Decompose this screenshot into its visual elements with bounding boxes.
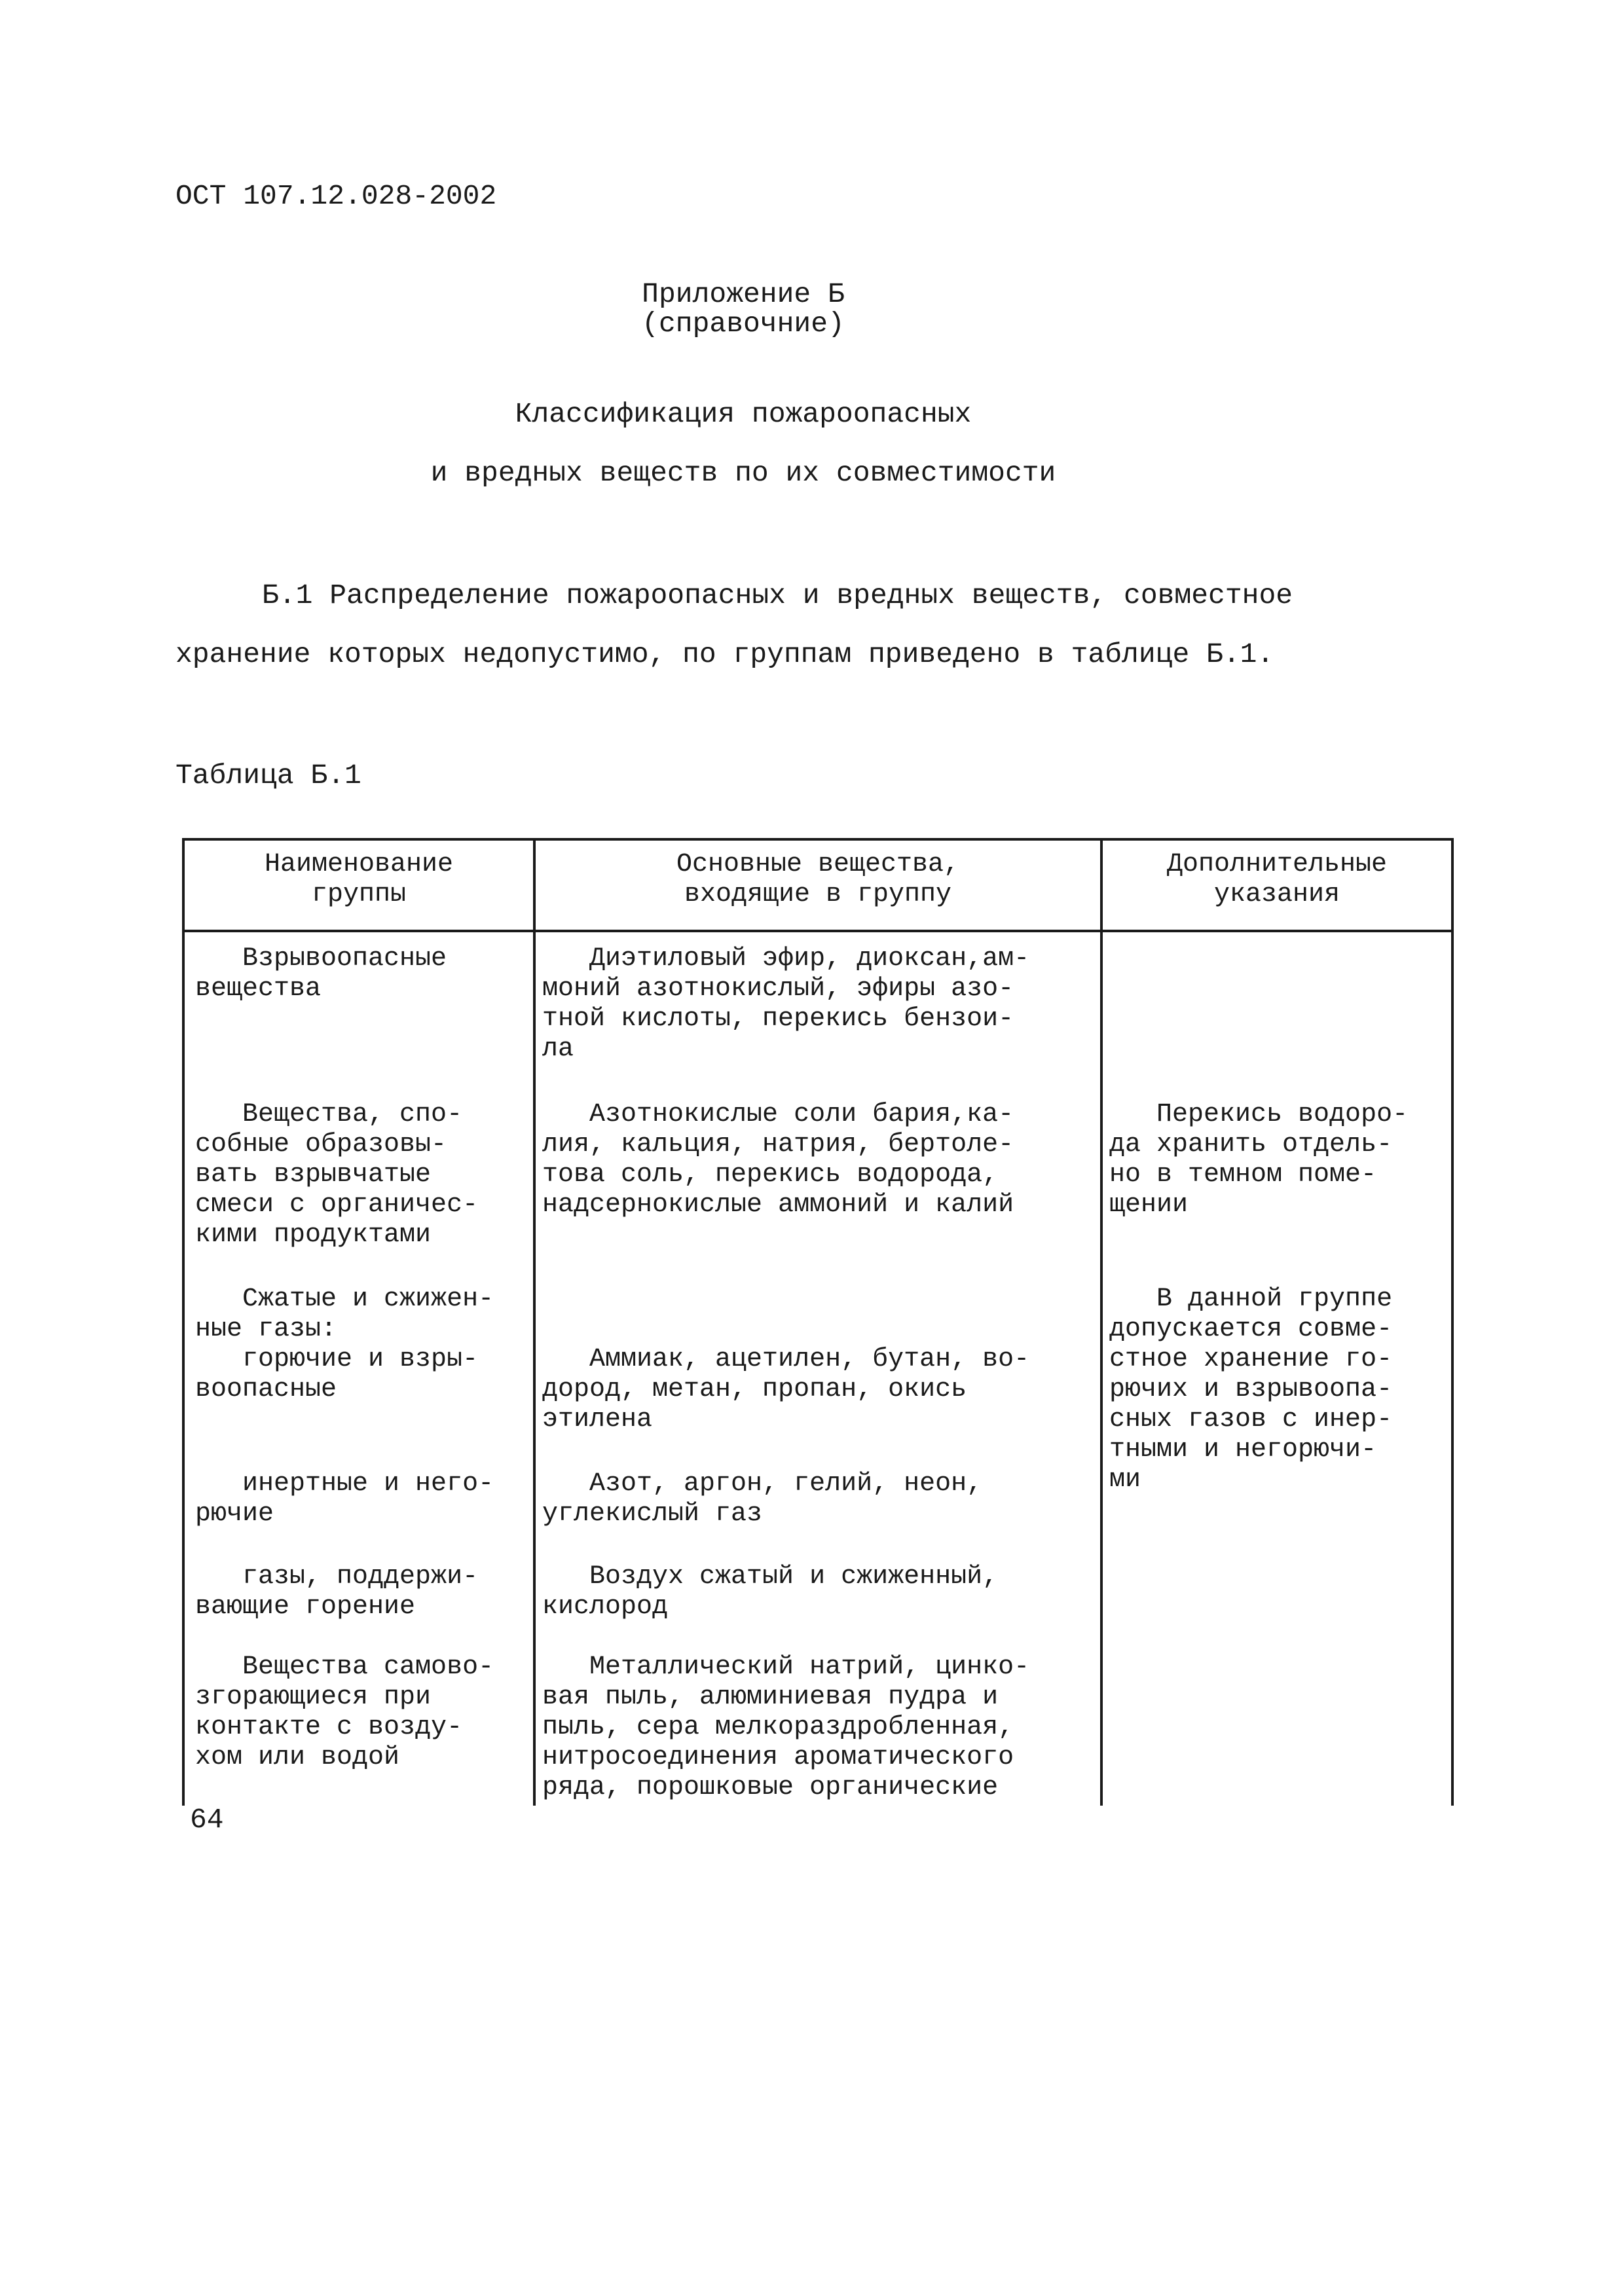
table-column-divider-2 <box>1100 838 1103 1806</box>
table-row-3-substances: Аммиак, ацетилен, бутан, во- дород, метан, пропан, окись этилена <box>542 1345 1030 1434</box>
page-number: 64 <box>190 1804 224 1836</box>
table-row-3-notes: В данной группе допускается совме- стное хранение го- рючих и взрывоопа- сных газов с инер- тными и негорючи- ми <box>1109 1285 1393 1495</box>
table-border-right <box>1451 838 1454 1806</box>
table-row-2-group: Вещества, спо- собные образовы- вать взрывчатые смеси с органичес- кими продуктами <box>195 1100 479 1250</box>
table-row-3-group: Сжатые и сжижен- ные газы: горючие и взры- воопасные <box>195 1285 494 1404</box>
table-row-4-substances: Азот, аргон, гелий, неон, углекислый газ <box>542 1469 983 1529</box>
appendix-subtitle: (справочние) <box>642 308 845 340</box>
appendix-title: Приложение Б <box>642 278 845 310</box>
table-row-4-group: инертные и него- рючие <box>195 1469 494 1529</box>
table-border-top <box>182 838 1454 841</box>
table-column-divider-1 <box>533 838 536 1806</box>
table-label: Таблица Б.1 <box>175 759 361 792</box>
table-row-1-substances: Диэтиловый эфир, диоксан,ам- моний азотнокислый, эфиры азо- тной кислоты, перекись бензои- ла <box>542 944 1030 1064</box>
substances-table <box>182 838 1454 1806</box>
table-row-6-group: Вещества самово- згорающиеся при контакте с возду- хом или водой <box>195 1652 494 1772</box>
table-row-5-group: газы, поддержи- вающие горение <box>195 1562 479 1622</box>
table-row-2-notes: Перекись водоро- да хранить отдель- но в темном поме- щении <box>1109 1100 1409 1220</box>
paragraph-line-2: хранение которых недопустимо, по группам приведено в таблице Б.1. <box>175 638 1274 670</box>
table-header-divider <box>182 930 1454 932</box>
paragraph-line-1: Б.1 Распределение пожароопасных и вредных веществ, совместное <box>262 579 1293 611</box>
table-header-notes: Дополнительные указания <box>1166 850 1388 909</box>
table-row-1-group: Взрывоопасные вещества <box>195 944 447 1004</box>
appendix-heading-line-1: Классификация пожароопасных <box>515 398 972 430</box>
document-code: ОСТ 107.12.028-2002 <box>175 180 497 212</box>
table-row-2-substances: Азотнокислые соли бария,ка- лия, кальция, натрия, бертоле- това соль, перекись водорода, надсернокислые аммоний и калий <box>542 1100 1014 1220</box>
appendix-heading-line-2: и вредных веществ по их совместимости <box>430 457 1056 489</box>
table-header-group: Наименование группы <box>264 850 454 909</box>
table-header-substances: Основные вещества, входящие в группу <box>676 850 960 909</box>
table-row-6-substances: Металлический натрий, цинко- вая пыль, алюминиевая пудра и пыль, сера мелкораздробленная, нитросоединения ароматического ряда, порошковые органические <box>542 1652 1030 1802</box>
table-row-5-substances: Воздух сжатый и сжиженный, кислород <box>542 1562 999 1622</box>
table-border-left <box>182 838 185 1806</box>
